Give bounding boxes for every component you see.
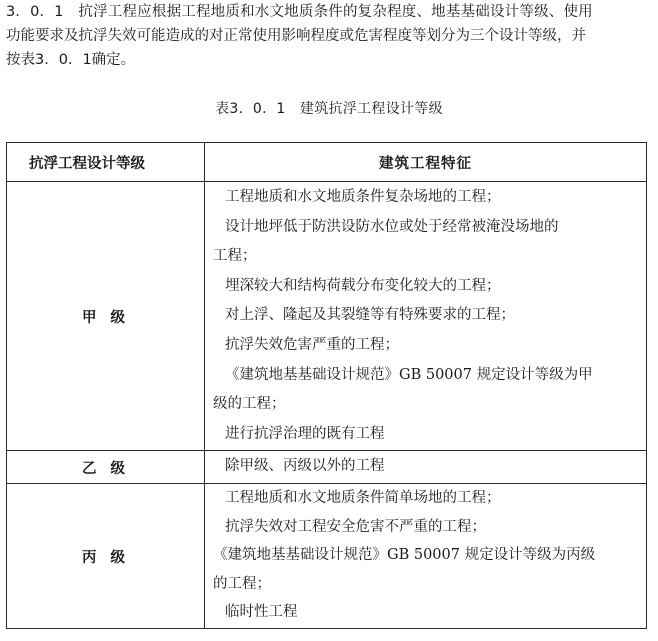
grade-cell: 乙级 [7,451,205,484]
table-row [7,182,647,451]
grade-cell: 甲级 [7,182,205,451]
feature-item: 《建筑地基基础设计规范》GB 50007 规定设计等级为甲 [225,366,593,383]
feature-item: 工程； [213,248,257,265]
feature-item: 《建筑地基基础设计规范》GB 50007 规定设计等级为丙级 [213,547,596,564]
feature-item: 设计地坪低于防洪设防水位或处于经常被淹没场地的 [225,218,559,235]
feature-item: 进行抗浮治理的既有工程 [225,425,385,442]
intro-line-2: 功能要求及抗浮失效可能造成的对正常使用影响程度或危害程度等划分为三个设计等级，并 [6,28,586,44]
features-cell [205,182,647,451]
features-cell [205,484,647,629]
feature-item: 工程地质和水文地质条件复杂场地的工程； [225,189,501,205]
feature-item: 除甲级、丙级以外的工程 [225,458,385,475]
feature-item: 级的工程； [213,396,286,413]
intro-paragraph [6,0,652,72]
table-row [7,451,647,484]
table-row [7,484,647,629]
feature-item: 工程地质和水文地质条件简单场地的工程； [225,490,501,507]
grade-cell: 丙级 [7,484,205,629]
feature-item: 抗浮失效危害严重的工程； [225,336,399,353]
header-grade: 抗浮工程设计等级 [7,143,205,182]
intro-line-3: 按表3．0．1确定。 [6,52,136,68]
feature-item: 埋深较大和结构荷载分布变化较大的工程； [225,277,501,294]
feature-item: 抗浮失效对工程安全危害不严重的工程； [225,518,486,535]
feature-item: 临时性工程 [225,603,298,620]
header-features: 建筑工程特征 [205,143,647,182]
intro-line-1: 3．0．1 抗浮工程应根据工程地质和水文地质条件的复杂程度、地基基础设计等级、使用 [6,4,593,20]
table-header-row [7,143,647,182]
feature-item: 对上浮、隆起及其裂缝等有特殊要求的工程； [225,307,515,324]
design-grade-table [6,142,647,629]
feature-item: 的工程； [213,575,271,592]
table-caption: 表3．0．1 建筑抗浮工程设计等级 [215,101,443,117]
features-cell [205,451,647,484]
